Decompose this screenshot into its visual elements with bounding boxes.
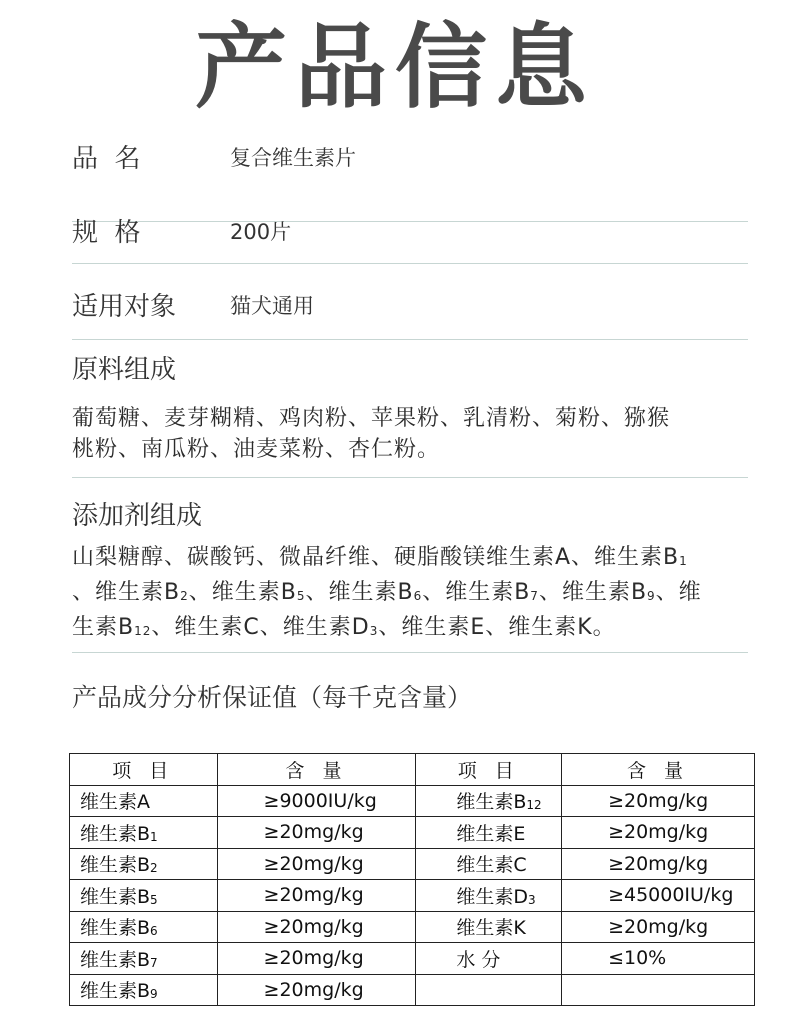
text-segment: 、维生素B [538, 580, 648, 605]
table-row [70, 880, 755, 912]
info-row-name [72, 146, 748, 222]
raw-materials-text [72, 403, 748, 465]
text-segment: 、维生素B [422, 580, 531, 605]
item-name: 维生素E [456, 822, 526, 845]
table-header-row [70, 754, 755, 786]
table-row [70, 817, 755, 849]
item-name-cell [416, 974, 562, 1006]
item-value: ≥20mg/kg [263, 821, 364, 844]
item-name: 水 分 [456, 948, 501, 971]
item-value-cell [217, 943, 416, 975]
page-title: 产品信息 [194, 14, 595, 121]
item-value: ≤10% [608, 947, 667, 970]
item-value: ≥20mg/kg [263, 915, 364, 938]
item-value-cell [562, 880, 755, 912]
item-value: ≥20mg/kg [608, 915, 709, 938]
item-value-cell [217, 848, 416, 880]
item-name: 维生素K [456, 917, 526, 940]
additives-text [72, 542, 748, 647]
subscript: 7 [150, 955, 158, 970]
text-segment: 生素B [72, 615, 135, 640]
item-value: ≥20mg/kg [608, 821, 709, 844]
item-value: ≥20mg/kg [608, 789, 709, 812]
subscript: 2 [150, 861, 158, 876]
item-name-cell [416, 848, 562, 880]
additives-line-1: 山梨糖醇、碳酸钙、微晶纤维、硬脂酸镁维生素A、维生素$B_1$ [72, 545, 688, 570]
text-segment: 、维生素B [305, 580, 414, 605]
info-label: 规 格 [72, 218, 141, 248]
item-value: ≥20mg/kg [263, 852, 364, 875]
item-name: 维生素B [80, 822, 151, 845]
item-value-cell [562, 974, 755, 1006]
item-value: ≥20mg/kg [608, 852, 709, 875]
info-label: 适用对象 [72, 292, 177, 322]
item-name: 维生素B [80, 980, 151, 1003]
item-name-cell [70, 848, 218, 880]
table-row [70, 911, 755, 943]
item-name: 维生素B [80, 948, 151, 971]
info-row-target [72, 294, 748, 340]
subscript: 9 [150, 987, 158, 1002]
info-value: 猫犬通用 [230, 294, 314, 318]
item-name-cell [416, 880, 562, 912]
column-header: 项 目 [70, 754, 218, 786]
subscript: 7 [530, 589, 539, 603]
additives-line-2 [72, 577, 748, 612]
item-name: 维生素C [456, 854, 527, 877]
item-name-cell [70, 817, 218, 849]
text-segment: 、维生素B [72, 580, 181, 605]
subscript: 6 [150, 924, 158, 939]
item-value-cell [562, 817, 755, 849]
subscript: 12 [526, 798, 542, 813]
item-name-cell [416, 785, 562, 817]
raw-materials-line: 桃粉、南瓜粉、油麦菜粉、杏仁粉。 [72, 437, 441, 462]
item-value-cell [217, 911, 416, 943]
item-value-cell [217, 974, 416, 1006]
subscript: 5 [296, 589, 306, 603]
raw-materials-line: 葡萄糖、麦芽糊精、鸡肉粉、苹果粉、乳清粉、菊粉、猕猴 [72, 406, 671, 431]
item-value-cell [562, 911, 755, 943]
table-row [70, 974, 755, 1006]
item-value: ≥45000IU/kg [608, 884, 734, 907]
item-name-cell [416, 943, 562, 975]
subscript: 1 [150, 829, 158, 844]
analysis-table [69, 753, 755, 1006]
item-name-cell [70, 880, 218, 912]
raw-materials-title: 原料组成 [72, 355, 177, 385]
subscript: 12 [134, 624, 152, 638]
item-value-cell [217, 785, 416, 817]
item-name: 维生素B [80, 885, 151, 908]
info-label: 品 名 [72, 144, 141, 174]
divider [72, 477, 748, 478]
info-value: 200片 [230, 220, 292, 244]
subscript: 2 [180, 589, 189, 603]
analysis-table-body [70, 754, 755, 1006]
item-value-cell [562, 848, 755, 880]
item-name: 维生素B [80, 854, 151, 877]
table-row [70, 943, 755, 975]
item-name: 维生素A [80, 791, 150, 814]
item-name-cell [416, 817, 562, 849]
table-row [70, 848, 755, 880]
column-header: 项 目 [416, 754, 562, 786]
item-name: 维生素B [80, 917, 151, 940]
item-value: ≥20mg/kg [263, 978, 364, 1001]
item-value: ≥20mg/kg [263, 947, 364, 970]
subscript: 5 [150, 892, 158, 907]
item-value-cell [217, 880, 416, 912]
table-row [70, 785, 755, 817]
item-value-cell [562, 785, 755, 817]
divider [72, 652, 748, 653]
info-row-spec [72, 220, 748, 264]
info-value: 复合维生素片 [230, 146, 356, 170]
subscript: 6 [413, 589, 423, 603]
item-name: 维生素B [456, 791, 527, 814]
item-value-cell [562, 943, 755, 975]
analysis-title: 产品成分分析保证值（每千克含量） [72, 683, 473, 712]
text-segment: 、维 [655, 580, 702, 605]
text-segment: 、维生素E、维生素K。 [378, 615, 616, 640]
column-header: 含 量 [217, 754, 416, 786]
item-name-cell [70, 911, 218, 943]
text-segment: 、维生素B [188, 580, 297, 605]
text-segment: 、维生素C、维生素D [151, 615, 370, 640]
item-name-cell [70, 785, 218, 817]
item-value: ≥9000IU/kg [263, 789, 377, 812]
item-name-cell [416, 911, 562, 943]
column-header: 含 量 [562, 754, 755, 786]
subscript: 3 [369, 624, 379, 638]
item-name-cell [70, 943, 218, 975]
item-name: 维生素D [456, 885, 529, 908]
subscript: 3 [528, 892, 536, 907]
item-value: ≥20mg/kg [263, 884, 364, 907]
additives-line-3 [72, 612, 748, 647]
item-name-cell [70, 974, 218, 1006]
item-value-cell [217, 817, 416, 849]
subscript: 9 [647, 589, 656, 603]
additives-title: 添加剂组成 [72, 501, 203, 531]
